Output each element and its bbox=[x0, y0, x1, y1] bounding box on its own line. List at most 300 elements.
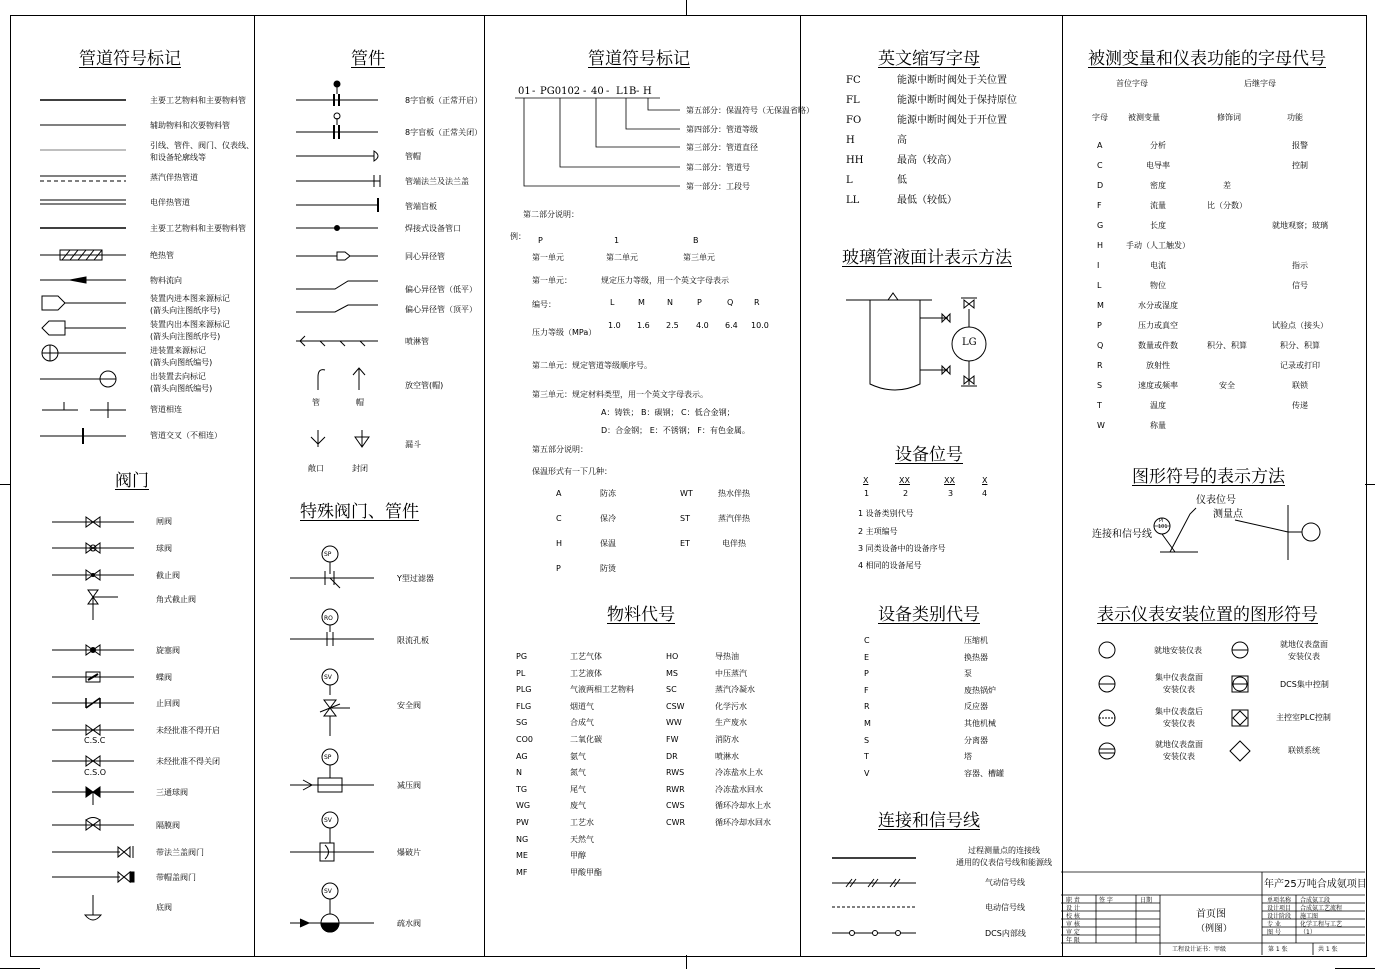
valve-label: 球阀 bbox=[156, 544, 172, 553]
valve-label: 旋塞阀 bbox=[156, 646, 180, 655]
note: 第三单元 bbox=[683, 253, 715, 262]
valve-label: 截止阀 bbox=[156, 571, 180, 580]
abbr-meaning: 高 bbox=[897, 135, 907, 146]
material-name: 天然气 bbox=[570, 834, 594, 844]
title-block-field-label: 设计阶段 bbox=[1267, 913, 1292, 920]
legend-label: 蒸汽伴热管道 bbox=[150, 173, 198, 182]
material-code: NG bbox=[516, 834, 529, 844]
note: P bbox=[538, 236, 543, 245]
material-code: WG bbox=[516, 801, 531, 811]
special-label: 限流孔板 bbox=[397, 636, 429, 645]
measured-variable: 手动（人工触发） bbox=[1126, 241, 1190, 250]
legend-label: 管道相连 bbox=[150, 405, 182, 414]
special-label: Y型过滤器 bbox=[397, 574, 434, 583]
sheet-number: 第 1 张 bbox=[1268, 946, 1288, 953]
material-name: 甲醇 bbox=[570, 851, 586, 861]
material-code: HO bbox=[666, 652, 679, 661]
table-head: 后继字母 bbox=[1244, 79, 1276, 88]
material-name: 工艺气体 bbox=[570, 652, 602, 661]
valve-label: 底阀 bbox=[156, 903, 172, 912]
install-label: 安装仪表 bbox=[1163, 719, 1195, 728]
title-block-grid bbox=[1061, 872, 1365, 955]
title-block-field-label: 图 号 bbox=[1267, 929, 1281, 936]
note: D：合金钢； E：不锈钢； F：有色金属。 bbox=[601, 426, 750, 435]
valve-label: 角式截止阀 bbox=[156, 595, 196, 604]
funnel-label: 封闭 bbox=[352, 464, 368, 473]
material-code: RWR bbox=[666, 784, 685, 794]
title-block-field-value: 施工图 bbox=[1300, 913, 1319, 920]
install-position-title: 表示仪表安装位置的图形符号 bbox=[1097, 605, 1318, 625]
legend-label: 进装置来源标记 bbox=[150, 346, 206, 355]
material-name: 工艺液体 bbox=[570, 668, 602, 678]
material-code-title: 物料代号 bbox=[607, 605, 675, 625]
fittings-title: 管件 bbox=[351, 49, 385, 69]
category-code: F bbox=[864, 685, 869, 695]
material-code: CWS bbox=[666, 801, 685, 811]
material-name: 消防水 bbox=[715, 735, 739, 744]
fitting-label: 偏心异径管（顶平） bbox=[405, 305, 477, 314]
glass-gauge-title: 玻璃管液面计表示方法 bbox=[842, 248, 1012, 268]
graphic-label: 连接和信号线 bbox=[1092, 529, 1152, 540]
material-code: FW bbox=[666, 735, 679, 744]
category-code: P bbox=[864, 669, 869, 679]
pipe-marks-title: 管道符号标记 bbox=[79, 49, 181, 69]
position-desc: 4 相同的设备尾号 bbox=[858, 561, 922, 570]
material-name: 化学污水 bbox=[715, 701, 747, 711]
note: 压力等级（MPa） bbox=[532, 328, 597, 337]
pressure-code: Q bbox=[727, 298, 734, 307]
category-name: 泵 bbox=[964, 669, 972, 679]
code-part: - bbox=[583, 86, 587, 97]
material-code: TG bbox=[516, 784, 528, 794]
function: 控制 bbox=[1292, 161, 1308, 170]
instrument-tag: RO bbox=[324, 615, 333, 622]
fitting-label: 漏斗 bbox=[405, 440, 421, 449]
material-name: 中压蒸汽 bbox=[715, 668, 747, 678]
fitting-label: 管端法兰及法兰盖 bbox=[405, 177, 469, 186]
pressure-value: 4.0 bbox=[696, 321, 709, 330]
title-block-field-label: 设计项目 bbox=[1267, 905, 1292, 912]
connection-label: 过程测量点的连接线 bbox=[968, 846, 1040, 855]
abbr-meaning: 能源中断时阀处于开位置 bbox=[897, 115, 1007, 126]
legend-label: (箭头向图纸编号) bbox=[150, 384, 213, 393]
measured-variable: 数量或件数 bbox=[1138, 341, 1178, 350]
category-name: 其他机械 bbox=[964, 719, 996, 728]
install-label: 主控室PLC控制 bbox=[1276, 713, 1331, 722]
material-code: CWR bbox=[666, 818, 686, 827]
connection-label: DCS内部线 bbox=[985, 929, 1026, 938]
pressure-code: L bbox=[610, 298, 615, 307]
abbreviation-title: 英文缩写字母 bbox=[878, 49, 980, 69]
category-code: M bbox=[864, 719, 871, 728]
function: 积分、积算 bbox=[1280, 341, 1320, 350]
graphic-method-title: 图形符号的表示方法 bbox=[1132, 467, 1285, 487]
letter-code-title: 被测变量和仪表功能的字母代号 bbox=[1088, 49, 1326, 69]
title-block-role: 校 核 bbox=[1066, 913, 1080, 920]
measured-variable: 流量 bbox=[1150, 201, 1166, 210]
material-name: 气液两相工艺物料 bbox=[570, 685, 634, 695]
modifier: 比（分数） bbox=[1207, 201, 1247, 210]
material-code: MS bbox=[666, 668, 678, 678]
position-code: X bbox=[863, 476, 869, 485]
graphic-label: 测量点 bbox=[1213, 509, 1243, 520]
abbr-meaning: 低 bbox=[897, 175, 907, 186]
connection-label: 电动信号线 bbox=[985, 903, 1025, 912]
title-block-field-value: 合成氨工段 bbox=[1300, 897, 1331, 904]
connection-label: 气动信号线 bbox=[985, 878, 1025, 887]
material-name: 合成气 bbox=[570, 718, 594, 728]
material-code: RWS bbox=[666, 768, 685, 778]
code-part: H bbox=[643, 86, 652, 97]
code-part: - bbox=[606, 86, 610, 97]
legend-label: 绝热管 bbox=[150, 251, 174, 260]
abbr-meaning: 能源中断时阀处于保持原位 bbox=[897, 95, 1017, 106]
code-desc: 第一部分：工段号 bbox=[686, 182, 750, 191]
connection-label: 通用的仪表信号线和能源线 bbox=[956, 858, 1052, 867]
legend-label: 主要工艺物料和主要物料管 bbox=[150, 96, 246, 105]
letter-code: M bbox=[1097, 301, 1104, 310]
material-code: AG bbox=[516, 751, 528, 761]
abbr-meaning: 最高（较高） bbox=[897, 155, 957, 166]
legend-label: 和设备轮廓线等 bbox=[150, 153, 206, 162]
material-name: 烟道气 bbox=[570, 701, 594, 711]
insulation-code: H bbox=[556, 539, 563, 548]
code-part: L1B bbox=[616, 86, 637, 97]
fitting-symbols bbox=[296, 81, 380, 447]
material-name: 循环冷却水上水 bbox=[715, 801, 771, 811]
graphic-tag: 101 bbox=[1158, 524, 1168, 530]
position-number: 2 bbox=[903, 489, 909, 498]
material-code: SG bbox=[516, 718, 528, 728]
instrument-tag: SP bbox=[324, 754, 332, 761]
material-code: CSW bbox=[666, 701, 685, 711]
drawing-name: 首页图 bbox=[1196, 909, 1226, 920]
design-certificate: 工程设计证书：甲级 bbox=[1172, 946, 1227, 953]
insulation-code: C bbox=[556, 514, 562, 523]
note: 1 bbox=[614, 236, 620, 245]
material-name: 蒸汽冷凝水 bbox=[715, 685, 755, 695]
measured-variable: 温度 bbox=[1150, 401, 1166, 410]
fitting-label: 8字盲板（正常关闭） bbox=[405, 128, 483, 137]
graphic-label: 仪表位号 bbox=[1196, 495, 1236, 506]
position-number: 1 bbox=[864, 489, 870, 498]
material-code: FLG bbox=[516, 701, 532, 711]
pressure-value: 6.4 bbox=[725, 321, 738, 330]
insulation-code: P bbox=[556, 564, 561, 573]
valve-label: 隔膜阀 bbox=[156, 821, 180, 830]
letter-code: H bbox=[1097, 241, 1104, 250]
insulation-name: 保温 bbox=[600, 539, 616, 548]
legend-label: (箭头向注图纸序号) bbox=[150, 332, 221, 341]
modifier: 积分、积算 bbox=[1207, 341, 1247, 350]
pressure-code: R bbox=[754, 298, 760, 307]
letter-code: D bbox=[1097, 181, 1104, 190]
measured-variable: 压力或真空 bbox=[1138, 321, 1178, 330]
position-number: 3 bbox=[948, 489, 954, 498]
insulation-code: WT bbox=[680, 489, 693, 498]
project-name: 年产25万吨合成氨项目 bbox=[1264, 879, 1367, 890]
material-code: WW bbox=[666, 718, 682, 728]
code-desc: 第二部分：管道号 bbox=[686, 163, 750, 172]
note: 第三单元：规定材料类型，用一个英文字母表示。 bbox=[532, 390, 708, 399]
note: A：铸铁； B：碳钢； C：低合金钢； bbox=[601, 408, 735, 417]
title-block-field-label: 单项名称 bbox=[1267, 897, 1292, 904]
position-number: 4 bbox=[982, 489, 988, 498]
category-code: V bbox=[864, 768, 870, 778]
special-label: 安全阀 bbox=[397, 701, 421, 710]
note: 例： bbox=[510, 232, 526, 241]
material-name: 废气 bbox=[570, 801, 586, 811]
measured-variable: 物位 bbox=[1150, 281, 1166, 290]
legend-label: (箭头向图纸编号) bbox=[150, 358, 213, 367]
material-code: PLG bbox=[516, 685, 532, 695]
csc-tag: C.S.C bbox=[84, 736, 106, 745]
insulation-code: A bbox=[556, 489, 562, 498]
pipe-line-symbols bbox=[40, 100, 126, 444]
function: 信号 bbox=[1292, 281, 1308, 290]
modifier: 差 bbox=[1223, 181, 1231, 190]
material-name: 导热油 bbox=[715, 652, 739, 661]
install-label: 安装仪表 bbox=[1163, 685, 1195, 694]
note: 保温形式有一下几种： bbox=[532, 467, 612, 476]
glass-gauge-drawing bbox=[846, 293, 986, 390]
install-label: 集中仪表盘后 bbox=[1155, 707, 1203, 716]
letter-code: L bbox=[1097, 281, 1102, 290]
pipe-code-title: 管道符号标记 bbox=[588, 49, 690, 69]
position-desc: 3 同类设备中的设备序号 bbox=[858, 544, 946, 553]
instrument-tag: SV bbox=[324, 817, 332, 824]
legend-label: 装置内进本图来源标记 bbox=[150, 294, 230, 303]
letter-code: R bbox=[1097, 361, 1103, 370]
category-code: R bbox=[864, 702, 870, 712]
function: 记录或打印 bbox=[1280, 361, 1320, 370]
title-block-field-label: 专 业 bbox=[1267, 921, 1281, 928]
measured-variable: 放射性 bbox=[1146, 361, 1170, 370]
fitting-label: 偏心异径管（低平） bbox=[405, 285, 477, 294]
note: 第二单元 bbox=[606, 253, 638, 262]
legend-label: 出装置去向标记 bbox=[150, 372, 206, 381]
abbr-code: FL bbox=[846, 95, 860, 106]
title-block-field-value: 合成氨工艺流程 bbox=[1300, 905, 1343, 912]
valve-symbols bbox=[52, 517, 134, 920]
letter-code: Q bbox=[1097, 341, 1104, 350]
abbr-code: FO bbox=[846, 115, 862, 126]
category-name: 塔 bbox=[964, 752, 972, 762]
special-label: 疏水阀 bbox=[397, 919, 421, 928]
category-code: S bbox=[864, 735, 870, 745]
material-name: 生产废水 bbox=[715, 718, 747, 728]
fitting-label: 同心异径管 bbox=[405, 252, 445, 261]
title-block-role: 职 责 bbox=[1066, 897, 1080, 904]
material-code: PL bbox=[516, 668, 526, 678]
code-tree bbox=[515, 98, 680, 186]
install-label: 联锁系统 bbox=[1288, 746, 1320, 755]
valve-label: 未经批准不得关闭 bbox=[156, 757, 220, 766]
letter-code: S bbox=[1097, 381, 1103, 390]
letter-code: F bbox=[1097, 201, 1102, 210]
pressure-code: N bbox=[667, 298, 673, 307]
valve-label: 带帽盖阀门 bbox=[156, 873, 196, 882]
material-name: 工艺水 bbox=[570, 818, 594, 827]
fitting-label: 管端盲板 bbox=[405, 202, 437, 211]
category-code: E bbox=[864, 652, 870, 662]
valve-label: 带法兰盖阀门 bbox=[156, 848, 204, 857]
equipment-position-title: 设备位号 bbox=[895, 445, 963, 465]
table-head: 功能 bbox=[1287, 113, 1303, 122]
pressure-value: 10.0 bbox=[751, 321, 769, 330]
sheet-total: 共 1 张 bbox=[1318, 946, 1338, 953]
pressure-value: 2.5 bbox=[666, 321, 679, 330]
fitting-label: 管帽 bbox=[405, 152, 421, 161]
install-label: 安装仪表 bbox=[1163, 752, 1195, 761]
letter-code: G bbox=[1097, 221, 1104, 230]
position-code: XX bbox=[944, 476, 955, 485]
connection-title: 连接和信号线 bbox=[878, 811, 980, 831]
fitting-label: 8字盲板（正常开启） bbox=[405, 96, 483, 105]
material-name: 氨气 bbox=[570, 751, 586, 761]
category-name: 反应器 bbox=[964, 702, 988, 712]
install-label: DCS集中控制 bbox=[1280, 680, 1329, 689]
abbr-code: FC bbox=[846, 75, 861, 86]
title-block-field-value: 化学工程与工艺 bbox=[1300, 921, 1343, 928]
instrument-tag: SV bbox=[324, 674, 332, 681]
graphic-tag: PI bbox=[1159, 518, 1164, 524]
legend-label: 管道交叉（不相连） bbox=[150, 431, 222, 440]
category-code: T bbox=[864, 752, 869, 762]
material-name: 循环冷却水回水 bbox=[715, 818, 771, 827]
material-code: DR bbox=[666, 751, 678, 761]
measured-variable: 密度 bbox=[1150, 181, 1166, 190]
valve-label: 止回阀 bbox=[156, 699, 180, 708]
material-name: 氮气 bbox=[570, 768, 586, 778]
measured-variable: 水分或湿度 bbox=[1138, 301, 1178, 310]
legend-label: 主要工艺物料和主要物料管 bbox=[150, 224, 246, 233]
note: 编号： bbox=[532, 300, 556, 309]
table-head: 修饰词 bbox=[1217, 113, 1241, 122]
title-block-role: 设 计 bbox=[1066, 905, 1080, 912]
title-block-field-value: （1） bbox=[1300, 929, 1316, 936]
insulation-code: ET bbox=[680, 539, 690, 548]
table-head: 首位字母 bbox=[1116, 79, 1148, 88]
instrument-tag: SV bbox=[324, 888, 332, 895]
function: 就地观察；玻璃 bbox=[1272, 221, 1328, 230]
title-block-role: 审 核 bbox=[1066, 921, 1080, 928]
material-code: N bbox=[516, 768, 522, 778]
code-part: PG0102 bbox=[540, 86, 581, 97]
special-title: 特殊阀门、管件 bbox=[300, 502, 419, 522]
material-code: SC bbox=[666, 685, 677, 695]
category-name: 容器、槽罐 bbox=[964, 768, 1004, 778]
letter-code: W bbox=[1097, 421, 1105, 430]
category-name: 废热锅炉 bbox=[964, 685, 996, 695]
equipment-category-title: 设备类别代号 bbox=[878, 605, 980, 625]
material-code: PG bbox=[516, 652, 528, 661]
abbr-code: L bbox=[846, 175, 853, 186]
install-label: 集中仪表盘面 bbox=[1155, 673, 1203, 682]
insulation-name: 热水伴热 bbox=[718, 489, 750, 498]
legend-label: 辅助物料和次要物料管 bbox=[150, 121, 230, 130]
title-block-head: 签 字 bbox=[1099, 897, 1113, 904]
special-valve-symbols bbox=[290, 546, 374, 932]
category-name: 换热器 bbox=[964, 652, 988, 662]
fitting-label: 焊接式设备管口 bbox=[405, 224, 461, 233]
material-name: 喷淋水 bbox=[715, 751, 739, 761]
code-part: - bbox=[532, 86, 536, 97]
valve-label: 闸阀 bbox=[156, 517, 172, 526]
abbr-code: HH bbox=[846, 155, 864, 166]
legend-label: 物料流向 bbox=[150, 276, 182, 285]
valve-label: 三通球阀 bbox=[156, 788, 188, 797]
category-name: 压缩机 bbox=[964, 636, 988, 645]
note: 第二部分说明： bbox=[523, 210, 579, 219]
lg-tag: LG bbox=[962, 337, 977, 348]
function: 联锁 bbox=[1292, 381, 1308, 390]
note: 第二单元：规定管道等级顺序号。 bbox=[532, 361, 652, 370]
code-desc: 第三部分：管道直径 bbox=[686, 143, 758, 152]
category-code: C bbox=[864, 636, 870, 645]
valves-title: 阀门 bbox=[115, 471, 149, 491]
modifier: 安全 bbox=[1219, 381, 1235, 390]
title-block-head: 日期 bbox=[1140, 897, 1153, 904]
vent-label: 管 bbox=[312, 398, 320, 407]
code-desc: 第四部分：管道等级 bbox=[686, 125, 758, 134]
title-block-role: 年 限 bbox=[1066, 937, 1080, 944]
note: 第一单元： bbox=[532, 276, 572, 285]
insulation-name: 保冷 bbox=[600, 514, 616, 523]
note: 第一单元 bbox=[532, 253, 564, 262]
pressure-code: M bbox=[638, 298, 645, 307]
measured-variable: 分析 bbox=[1150, 141, 1166, 150]
pressure-value: 1.0 bbox=[608, 321, 621, 330]
fitting-label: 喷淋管 bbox=[405, 337, 429, 346]
pressure-value: 1.6 bbox=[637, 321, 650, 330]
install-label: 就地安装仪表 bbox=[1154, 646, 1202, 655]
material-code: ME bbox=[516, 851, 528, 861]
note: 规定压力等级，用一个英文字母表示 bbox=[601, 276, 729, 285]
material-code: CO0 bbox=[516, 735, 533, 744]
measured-variable: 电流 bbox=[1150, 261, 1166, 270]
function: 指示 bbox=[1292, 261, 1308, 270]
letter-code: P bbox=[1097, 321, 1102, 330]
special-label: 减压阀 bbox=[397, 781, 421, 790]
fitting-label: 放空管(帽) bbox=[405, 381, 444, 390]
insulation-code: ST bbox=[680, 514, 690, 523]
letter-code: T bbox=[1097, 401, 1102, 410]
insulation-name: 电伴热 bbox=[722, 539, 746, 548]
legend-label: 电伴热管道 bbox=[150, 198, 190, 207]
material-code: MF bbox=[516, 867, 528, 877]
special-label: 爆破片 bbox=[397, 848, 421, 857]
table-head: 被测变量 bbox=[1128, 113, 1160, 122]
code-desc: 第五部分：保温符号（无保温省略） bbox=[686, 106, 814, 115]
install-position-symbols bbox=[1099, 642, 1250, 761]
legend-label: 引线、管件、阀门、仪表线、 bbox=[150, 141, 254, 150]
title-block-role: 审 定 bbox=[1066, 929, 1080, 936]
material-code: PW bbox=[516, 818, 529, 827]
material-name: 冷冻盐水回水 bbox=[715, 784, 763, 794]
connection-line-symbols bbox=[832, 858, 916, 936]
abbr-meaning: 能源中断时阀处于关位置 bbox=[897, 75, 1007, 86]
pressure-code: P bbox=[697, 298, 702, 307]
valve-label: 蝶阀 bbox=[156, 673, 172, 682]
note: B bbox=[693, 236, 699, 245]
table-head: 字母 bbox=[1092, 113, 1108, 122]
material-name: 二氧化碳 bbox=[570, 735, 602, 744]
legend-label: 装置内出本图来源标记 bbox=[150, 320, 230, 329]
install-label: 安装仪表 bbox=[1288, 652, 1320, 661]
measured-variable: 长度 bbox=[1150, 221, 1166, 230]
abbr-code: H bbox=[846, 135, 855, 146]
